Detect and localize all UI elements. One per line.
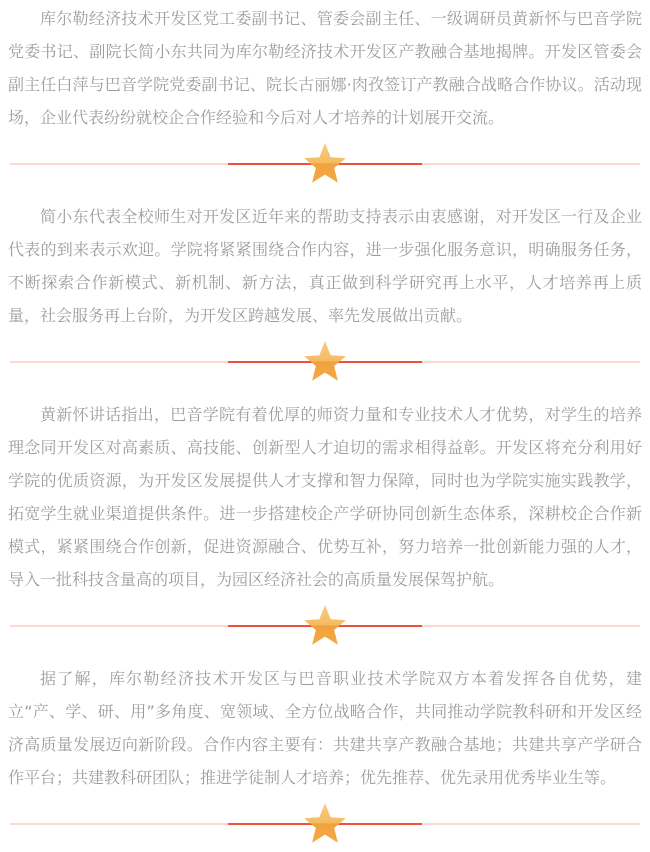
- star-icon: [302, 340, 348, 386]
- article-paragraph-4: 据了解，库尔勒经济技术开发区与巴音职业技术学院双方本着发挥各自优势，建立“产、学、研、用”多角度、宽领域、全方位战略合作，共同推动学院教科研和开发区经济高质量发展迈向新阶段。合作内容主要有：共建共享产教融合基地；共建共享产学研合作平台；共建教科研团队；推进学徒制人才培养；优先推荐、优先录用优秀毕业生等。: [8, 669, 642, 787]
- star-icon: [302, 802, 348, 848]
- article-paragraph-3: 黄新怀讲话指出，巴音学院有着优厚的师资力量和专业技术人才优势，对学生的培养理念同开发区对高素质、高技能、创新型人才迫切的需求相得益彰。开发区将充分利用好学院的优质资源，为开发区发展提供人才支撑和智力保障，同时也为学院实施实践教学，拓宽学生就业渠道提供条件。进一步搭建校企产学研协同创新生态体系，深耕校企合作新模式，紧紧围绕合作创新，促进资源融合、优势互补，努力培养一批创新能力强的人才，导入一批科技含量高的项目，为园区经济社会的高质量发展保驾护航。: [8, 405, 642, 589]
- star-divider: [8, 340, 642, 386]
- star-icon: [302, 142, 348, 188]
- star-divider: [8, 142, 642, 188]
- star-icon: [302, 604, 348, 650]
- star-divider: [8, 802, 642, 848]
- star-divider: [8, 604, 642, 650]
- article-paragraph-1: 库尔勒经济技术开发区党工委副书记、管委会副主任、一级调研员黄新怀与巴音学院党委书记、副院长简小东共同为库尔勒经济技术开发区产教融合基地揭牌。开发区管委会副主任白萍与巴音学院党委副书记、院长古丽娜·肉孜签订产教融合战略合作协议。活动现场，企业代表纷纷就校企合作经验和今后对人才培养的计划展开交流。: [8, 9, 642, 127]
- article-paragraph-2: 简小东代表全校师生对开发区近年来的帮助支持表示由衷感谢，对开发区一行及企业代表的到来表示欢迎。学院将紧紧围绕合作内容，进一步强化服务意识，明确服务任务，不断探索合作新模式、新机制、新方法，真正做到科学研究再上水平，人才培养再上质量，社会服务再上台阶，为开发区跨越发展、率先发展做出贡献。: [8, 207, 642, 325]
